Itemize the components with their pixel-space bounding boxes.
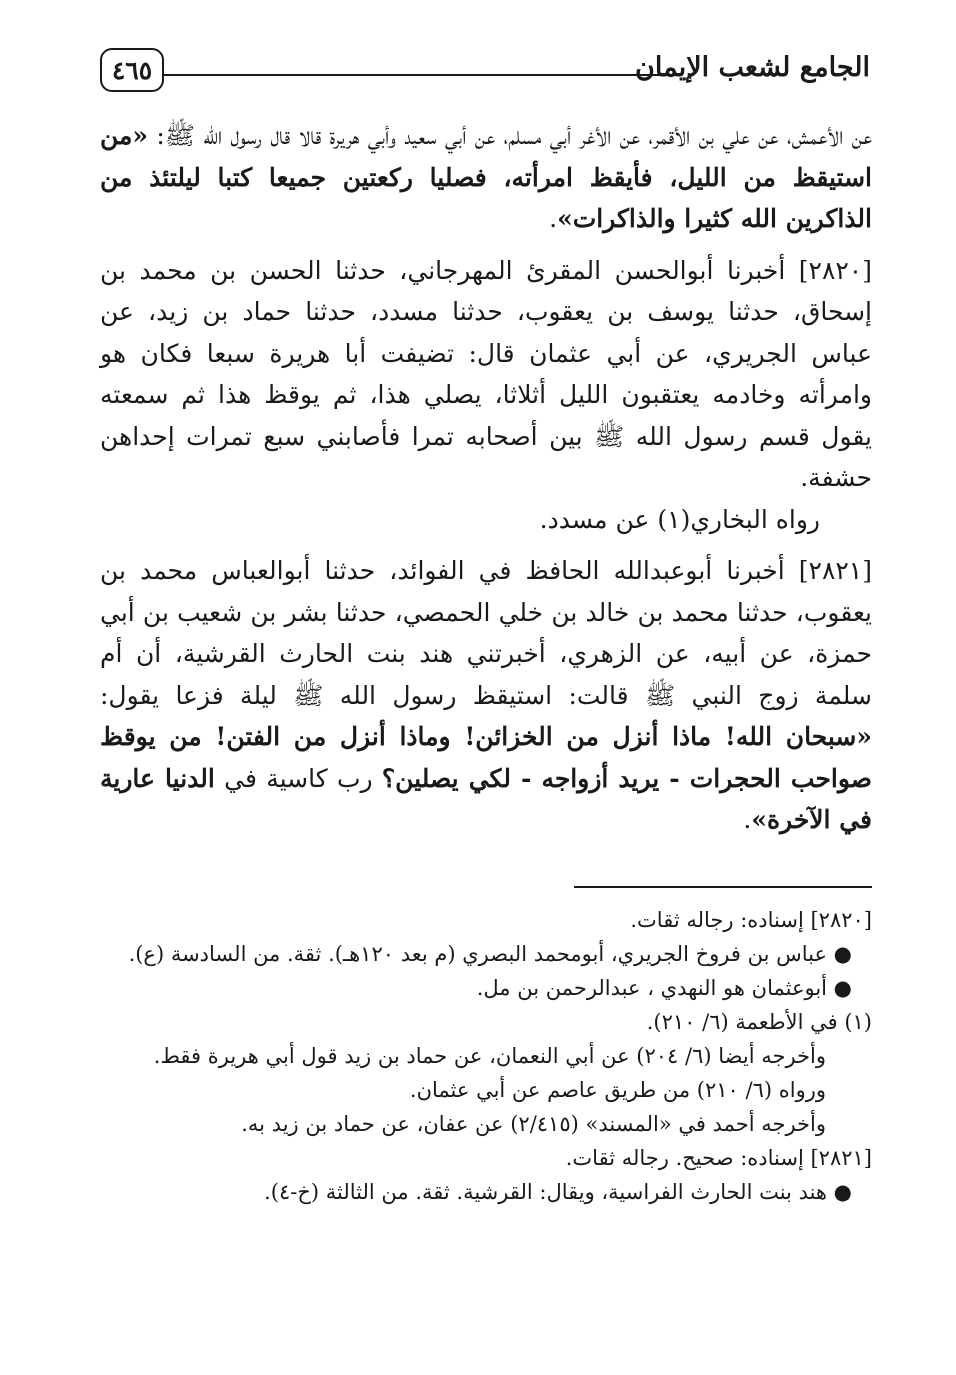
paragraph-intro: قال رسول الله ﷺ: xyxy=(148,121,291,150)
paragraph-end: . xyxy=(549,204,558,233)
main-text xyxy=(100,115,872,841)
book-title: الجامع لشعب الإيمان xyxy=(635,52,870,83)
footnotes xyxy=(100,903,872,1209)
footnote-line: (١) في الأطعمة (٦/ ٢١٠). xyxy=(646,1010,872,1034)
footnote-bullet: ● عباس بن فروخ الجريري، أبومحمد البصري (م بعد ١٢٠هـ). ثقة. من السادسة (ع). xyxy=(128,942,852,966)
footnote-separator xyxy=(574,886,872,888)
page-header xyxy=(100,40,870,100)
footnote-subline: وأخرجه أحمد في «المسند» (٢/٤١٥) عن عفان، عن حماد بن زيد به. xyxy=(241,1112,826,1136)
header-rule xyxy=(162,74,670,76)
page-number: ٤٦٥ xyxy=(111,55,153,85)
paragraph-intro: [٢٨٢١] أخبرنا أبوعبدالله الحافظ في الفوائد، حدثنا أبوالعباس محمد بن يعقوب، حدثنا محمد بن خالد بن خلي الحمصي، حدثنا بشر بن شعيب بن أبي حمزة، عن أبيه، عن الزهري، أخبرتني هند بنت الحارث القرشية، أن أم سلمة زوج النبي ﷺ قالت: استيقظ رسول الله ﷺ ليلة فزعا يقول: xyxy=(100,556,872,710)
paragraph-continuation xyxy=(100,115,872,240)
hadith-quote: «سبحان الله! ماذا أنزل من الخزائن! وماذا أنزل من الفتن! من يوقظ صواحب الحجرات - يريد أزواجه - لكي يصلين؟ xyxy=(100,722,872,793)
footnote-subline: وأخرجه أيضا (٦/ ٢٠٤) عن أبي النعمان، عن حماد بن زيد قول أبي هريرة فقط. xyxy=(153,1044,826,1068)
paragraph-2821 xyxy=(100,550,872,841)
footnote-bullet: ● هند بنت الحارث الفراسية، ويقال: القرشية. ثقة. من الثالثة (خ-٤). xyxy=(264,1180,852,1204)
page-number-box xyxy=(100,48,164,92)
hadith-quote-end: الدنيا عارية في الآخرة» xyxy=(100,763,872,834)
hadith-quote: «من استيقظ من الليل، فأيقظ امرأته، فصليا ركعتين جميعا كتبا ليلتئذ من الذاكرين الله كثيرا والذاكرات» xyxy=(100,121,872,233)
footnote-subline: ورواه (٦/ ٢١٠) من طريق عاصم عن أبي عثمان. xyxy=(409,1078,826,1102)
footnote-line: [٢٨٢١] إسناده: صحيح. رجاله ثقات. xyxy=(565,1146,872,1170)
paragraph-riwaya: رواه البخاري(١) عن مسدد. xyxy=(539,504,820,534)
paragraph-2820: [٢٨٢٠] أخبرنا أبوالحسن المقرئ المهرجاني، حدثنا الحسن بن محمد بن إسحاق، حدثنا يوسف بن يعقوب، حدثنا مسدد، حدثنا حماد بن زيد، عن عباس الجريري، عن أبي عثمان قال: تضيفت أبا هريرة سبعا فكان هو وامرأته وخادمه يعتقبون الليل أثلاثا، يصلي هذا، ثم يوقظ هذا ثم سمعته يقول قسم رسول الله ﷺ بين أصحابه تمرا فأصابني سبع تمرات إحداهن حشفة. xyxy=(100,255,872,492)
paragraph-line: عن الأعمش، عن علي بن الأقمر، عن الأغر أبي مسلم، عن أبي سعيد وأبي هريرة قالا xyxy=(298,121,873,150)
footnote-bullet: ● أبوعثمان هو النهدي ، عبدالرحمن بن مل. xyxy=(476,976,852,1000)
footnote-line: [٢٨٢٠] إسناده: رجاله ثقات. xyxy=(630,908,872,932)
paragraph-middle: رب كاسية في xyxy=(214,763,382,793)
paragraph-end: . xyxy=(743,805,752,834)
